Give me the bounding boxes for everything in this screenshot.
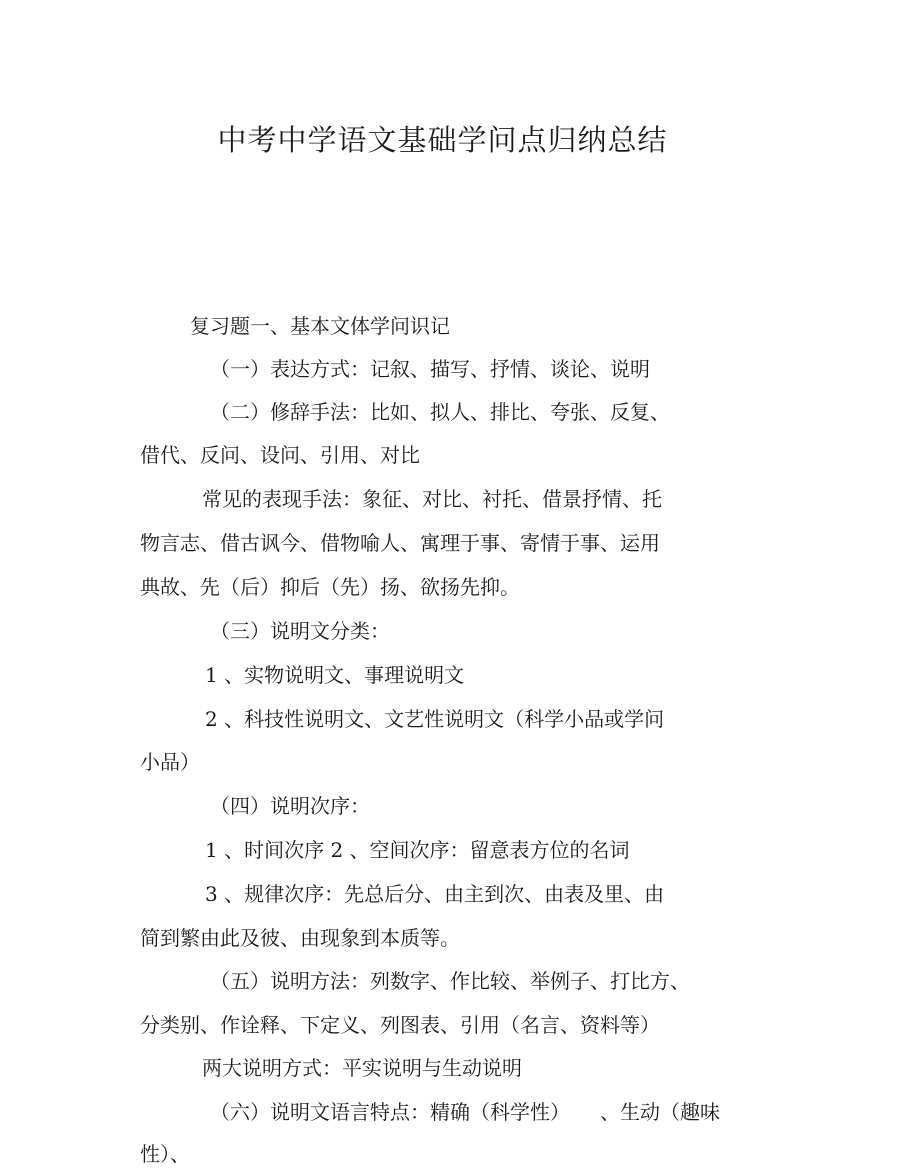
text-line: 分类别、作诠释、下定义、列图表、引用（名言、资料等）: [140, 1013, 660, 1037]
text-line: 性）、: [140, 1142, 190, 1166]
text-line: 复习题一、基本文体学问识记: [190, 314, 450, 338]
text-line: （六）说明文语言特点：精确（科学性） 、生动（趣味: [210, 1100, 720, 1124]
text-line: （二）修辞手法：比如、拟人、排比、夸张、反复、: [210, 400, 670, 424]
text-line: 典故、先（后）抑后（先）扬、欲扬先抑。: [140, 575, 520, 599]
text-line: 2 、科技性说明文、文艺性说明文（科学小品或学问: [205, 707, 665, 731]
text-line: （五）说明方法：列数字、作比较、举例子、打比方、: [210, 969, 690, 993]
text-line: 物言志、借古讽今、借物喻人、寓理于事、寄情于事、运用: [140, 531, 660, 555]
text-line: 常见的表现手法：象征、对比、衬托、借景抒情、托: [202, 487, 662, 511]
text-line: 简到繁由此及彼、由现象到本质等。: [140, 926, 460, 950]
text-line: 两大说明方式：平实说明与生动说明: [202, 1056, 522, 1080]
text-line: 借代、反问、设问、引用、对比: [140, 443, 420, 467]
text-line: （三）说明文分类：: [210, 619, 390, 643]
text-line: （四）说明次序：: [210, 794, 370, 818]
text-line: 1 、实物说明文、事理说明文: [205, 663, 465, 687]
text-line: 3 、规律次序：先总后分、由主到次、由表及里、由: [205, 882, 665, 906]
text-line: 1 、时间次序 2 、空间次序：留意表方位的名词: [205, 838, 630, 862]
text-line: （一）表达方式：记叙、描写、抒情、谈论、说明: [210, 357, 650, 381]
text-line: 小品）: [140, 750, 200, 774]
document-title: 中考中学语文基础学问点归纳总结: [217, 123, 668, 157]
